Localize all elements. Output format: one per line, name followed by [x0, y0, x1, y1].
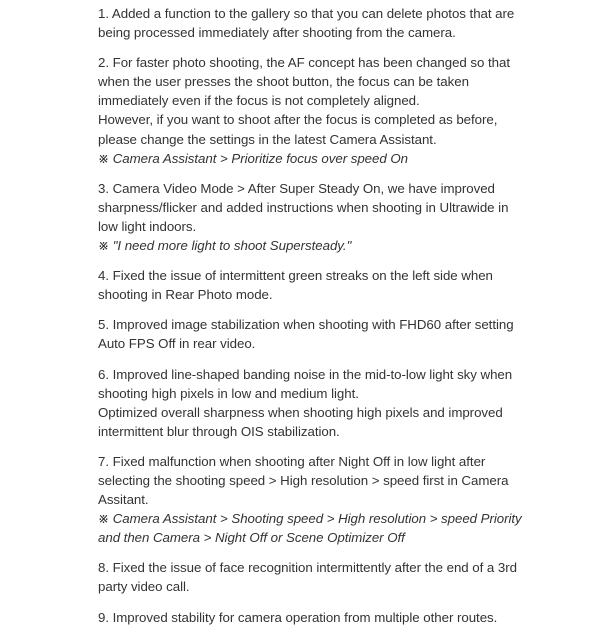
release-note-text: 7. Fixed malfunction when shooting after Night Off in low light after: [98, 453, 486, 469]
release-note-remark: ※ Camera Assistant > Shooting speed > High resolution > speed Priority: [98, 511, 522, 527]
release-note-text: Auto FPS Off in rear video.: [98, 336, 256, 352]
release-note-text: 2. For faster photo shooting, the AF concept has been changed so that: [98, 55, 510, 71]
release-note-text: immediately even if the focus is not completely aligned.: [98, 93, 420, 109]
release-note-text: 6. Improved line-shaped banding noise in the mid-to-low light sky when: [98, 366, 513, 382]
release-note-text: 9. Improved stability for camera operation from multiple other routes.: [98, 609, 498, 625]
release-note-item: [98, 608, 616, 627]
release-note-text: However, if you want to shoot after the focus is completed as before,: [98, 112, 498, 128]
release-note-item: [98, 315, 616, 353]
release-note-item: [98, 53, 616, 168]
release-note-remark: ※ Camera Assistant > Prioritize focus over speed On: [98, 150, 408, 166]
release-note-text: please change the settings in the latest Camera Assistant.: [98, 131, 437, 147]
release-note-text: 3. Camera Video Mode > After Super Steady On, we have improved: [98, 180, 495, 196]
release-note-text: party video call.: [98, 579, 190, 595]
release-note-remark: and then Camera > Night Off or Scene Optimizer Off: [98, 530, 405, 546]
release-note-text: when the user presses the shoot button, the focus can be taken: [98, 74, 469, 90]
release-note-item: [98, 179, 616, 255]
release-note-text: 4. Fixed the issue of intermittent green streaks on the left side when: [98, 268, 493, 284]
release-note-text: shooting in Rear Photo mode.: [98, 287, 273, 303]
release-note-text: sharpness/flicker and added instructions when shooting in Ultrawide in: [98, 199, 509, 215]
release-note-text: Optimized overall sharpness when shooting high pixels and improved: [98, 404, 503, 420]
release-note-text: 1. Added a function to the gallery so that you can delete photos that are: [98, 6, 515, 21]
release-note-text: being processed immediately after shooting from the camera.: [98, 25, 456, 41]
release-note-text: shooting high pixels in low and medium light.: [98, 385, 359, 401]
release-note-text: 5. Improved image stabilization when shooting with FHD60 after setting: [98, 317, 514, 333]
release-note-text: intermittent blur through OIS stabilization.: [98, 423, 340, 439]
release-note-text: selecting the shooting speed > High resolution > speed first in Camera: [98, 472, 509, 488]
release-note-text: 8. Fixed the issue of face recognition intermittently after the end of a 3rd: [98, 560, 517, 576]
release-note-item: [98, 558, 616, 596]
release-note-item: [98, 266, 616, 304]
release-note-item: [98, 365, 616, 441]
release-note-item: [98, 4, 616, 42]
release-note-remark: ※ "I need more light to shoot Supersteady.": [98, 238, 352, 254]
release-note-text: Assitant.: [98, 492, 149, 508]
release-note-text: low light indoors.: [98, 218, 197, 234]
release-note-item: [98, 452, 616, 547]
